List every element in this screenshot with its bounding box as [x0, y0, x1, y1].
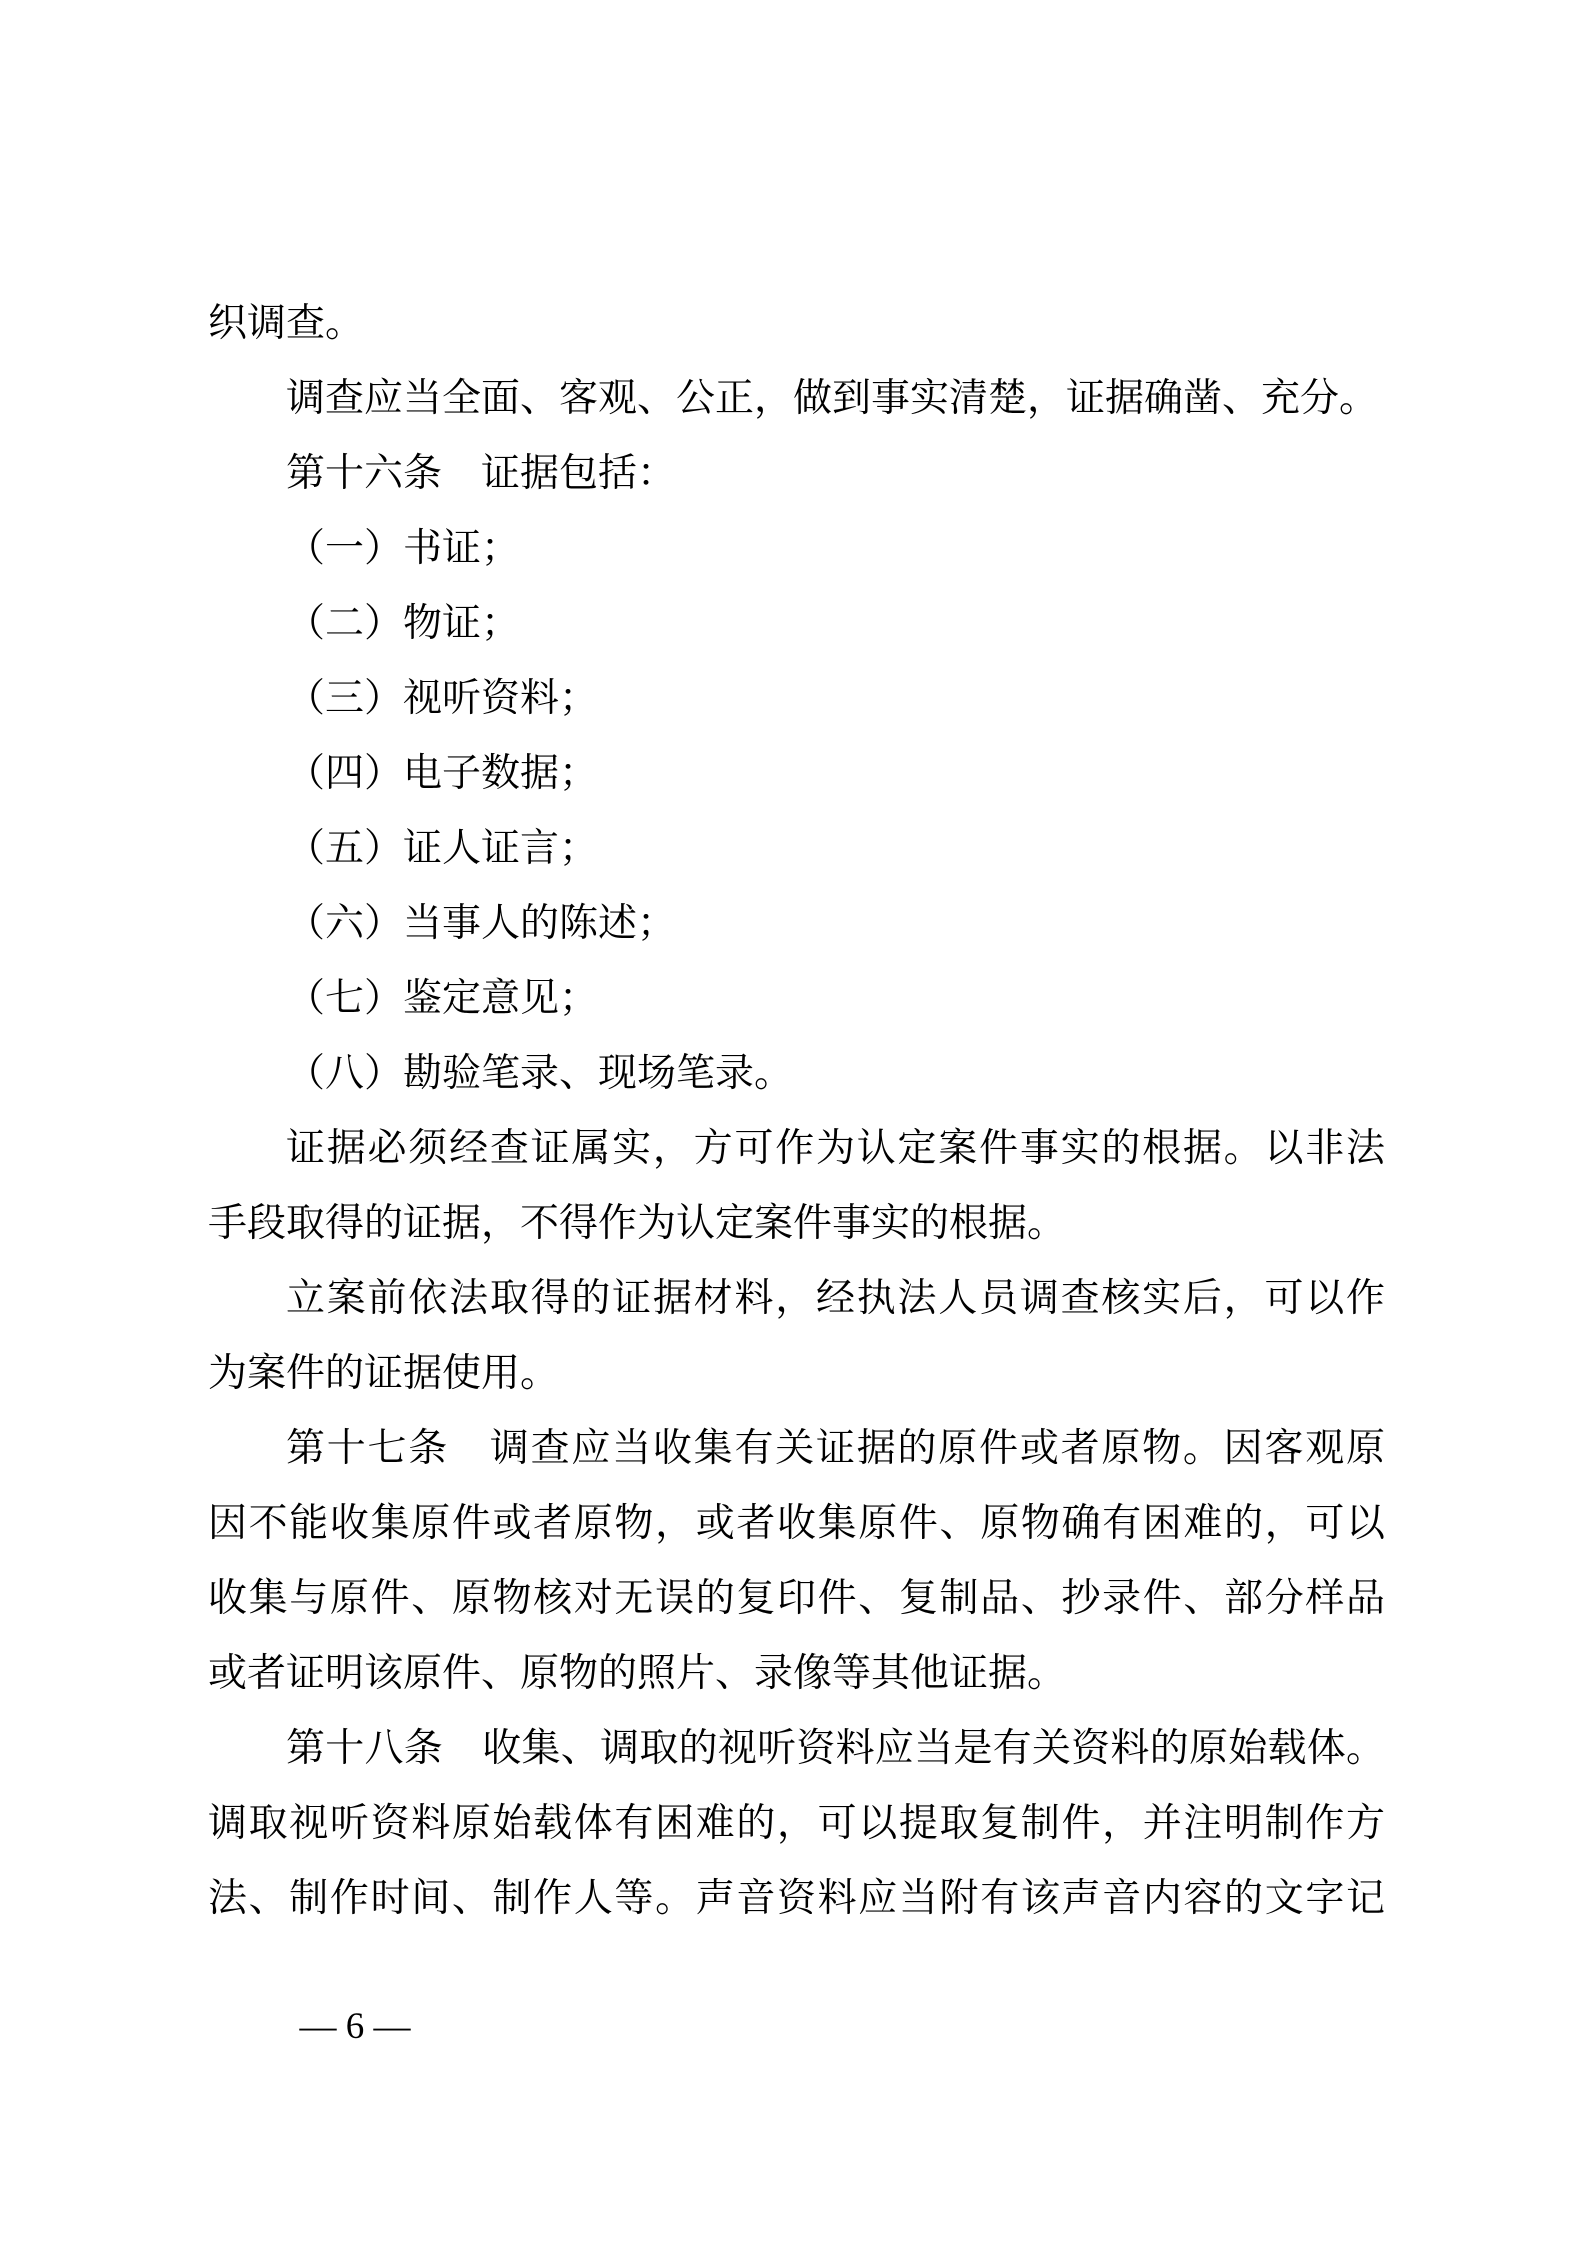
evidence-item-3 [208, 661, 1385, 736]
text-line: （三）视听资料； [286, 677, 599, 720]
text-line: 或者证明该原件、原物的照片、录像等其他证据。 [208, 1652, 1067, 1695]
text-line: 立案前依法取得的证据材料，经执法人员调查核实后，可以作 [286, 1277, 1385, 1320]
article-17 [208, 1411, 1385, 1711]
text-line: 为案件的证据使用。 [208, 1352, 560, 1395]
evidence-item-4 [208, 736, 1385, 811]
text-line: （一）书证； [286, 527, 521, 570]
text-line: 手段取得的证据，不得作为认定案件事实的根据。 [208, 1202, 1067, 1245]
para-investigation-principle [208, 361, 1385, 436]
text-line: 证据必须经查证属实，方可作为认定案件事实的根据。以非法 [286, 1127, 1385, 1170]
evidence-item-2 [208, 586, 1385, 661]
page-number: — 6 — [299, 2006, 411, 2047]
article-18 [208, 1711, 1385, 1936]
article-16-heading [208, 436, 1385, 511]
para-pre-filing-evidence [208, 1261, 1385, 1411]
page-footer [250, 2004, 460, 2050]
para-evidence-verification [208, 1111, 1385, 1261]
text-line: 法、制作时间、制作人等。声音资料应当附有该声音内容的文字记 [208, 1877, 1385, 1920]
text-line: （五）证人证言； [286, 827, 599, 870]
evidence-item-7 [208, 961, 1385, 1036]
text-line: （八）勘验笔录、现场笔录。 [286, 1052, 794, 1095]
evidence-item-8 [208, 1036, 1385, 1111]
text-line: （四）电子数据； [286, 752, 599, 795]
text-line: 调查应当全面、客观、公正，做到事实清楚，证据确凿、充分。 [286, 377, 1379, 420]
text-line: （七）鉴定意见； [286, 977, 599, 1020]
text-line: （六）当事人的陈述； [286, 902, 677, 945]
evidence-item-6 [208, 886, 1385, 961]
para-continuation [208, 286, 1385, 361]
evidence-item-1 [208, 511, 1385, 586]
document-body [208, 286, 1385, 1936]
text-line: 收集与原件、原物核对无误的复印件、复制品、抄录件、部分样品 [208, 1577, 1385, 1620]
text-line: （二）物证； [286, 602, 521, 645]
text-line: 第十六条 证据包括： [286, 452, 677, 495]
text-line: 调取视听资料原始载体有困难的，可以提取复制件，并注明制作方 [208, 1802, 1385, 1845]
text-line: 织调查。 [208, 302, 365, 345]
text-line: 因不能收集原件或者原物，或者收集原件、原物确有困难的，可以 [208, 1502, 1385, 1545]
text-line: 第十七条 调查应当收集有关证据的原件或者原物。因客观原 [286, 1427, 1385, 1470]
evidence-item-5 [208, 811, 1385, 886]
text-line: 第十八条 收集、调取的视听资料应当是有关资料的原始载体。 [286, 1727, 1385, 1770]
